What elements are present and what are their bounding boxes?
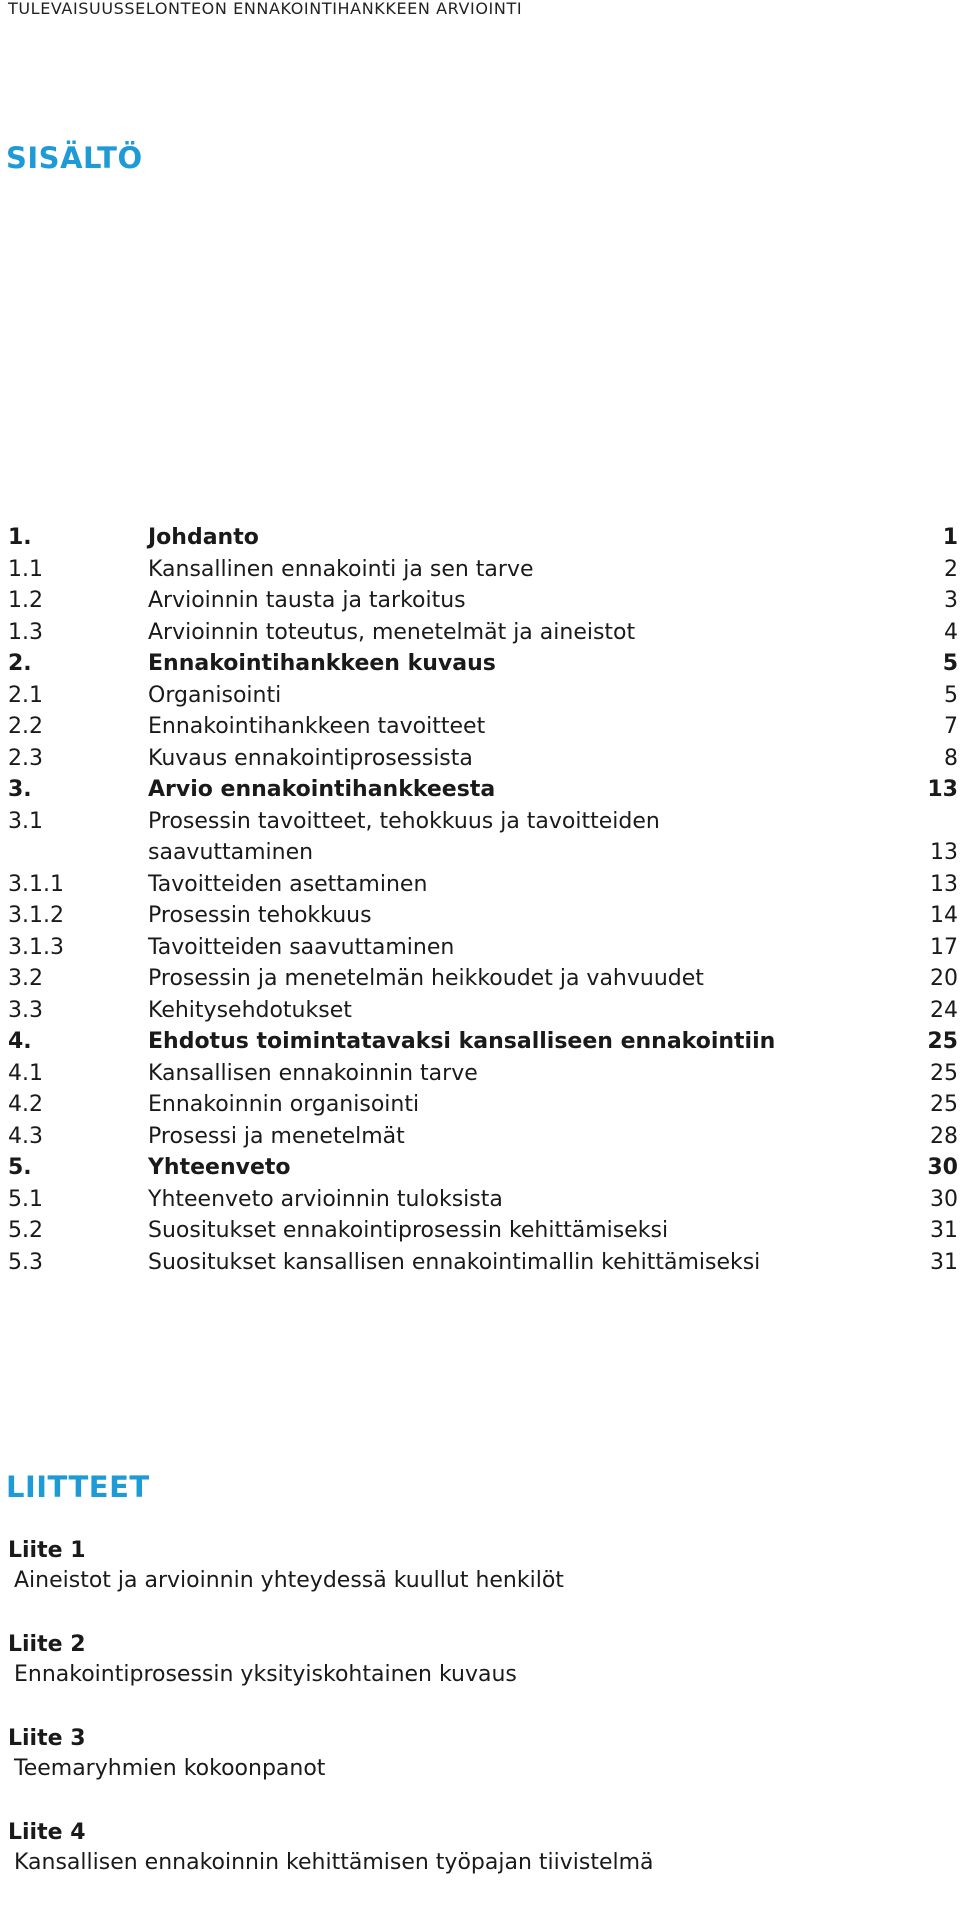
- toc-entry: [8, 1026, 958, 1058]
- toc-entry-page: 30: [927, 1155, 958, 1180]
- toc-entry: [8, 1184, 958, 1216]
- toc-entry-page: 5: [944, 682, 958, 708]
- toc-entry-number: 1.3: [8, 619, 43, 645]
- toc-entry-number: 3.1.1: [8, 871, 64, 897]
- toc-entry-number: 5.1: [8, 1186, 43, 1212]
- toc-entry-number: 1.1: [8, 556, 43, 582]
- toc-entry: [8, 648, 958, 680]
- toc-entry-title: Prosessi ja menetelmät: [148, 1123, 405, 1149]
- toc-entry-title: Suositukset ennakointiprosessin kehittämiseksi: [148, 1218, 669, 1243]
- toc-entry-title: Yhteenveto: [148, 1155, 291, 1180]
- toc-entry-page: 30: [930, 1186, 958, 1212]
- toc-entry: [8, 743, 958, 775]
- toc-entry: [8, 932, 958, 964]
- toc-entry-number: 1.2: [8, 588, 43, 613]
- toc-entry-title: Ennakointihankkeen tavoitteet: [148, 714, 486, 739]
- toc-entry-number: 3.3: [8, 997, 43, 1023]
- toc-entry-number: 3.2: [8, 966, 43, 991]
- toc-entry-title: Kansallisen ennakoinnin tarve: [148, 1060, 478, 1086]
- toc-entry: [8, 522, 958, 554]
- table-of-contents: [8, 522, 958, 1278]
- toc-entry-number: 4.1: [8, 1060, 43, 1086]
- toc-entry-number: 4.3: [8, 1123, 43, 1149]
- toc-entry-title: Arvioinnin tausta ja tarkoitus: [148, 588, 466, 613]
- toc-entry: [8, 680, 958, 712]
- toc-entry-page: 25: [927, 1029, 958, 1054]
- toc-entry-number: 4.2: [8, 1092, 43, 1117]
- attachment-item: [8, 1724, 948, 1818]
- toc-entry-page: 17: [930, 934, 958, 960]
- toc-entry-page: 13: [927, 777, 958, 802]
- toc-entry-page: 7: [944, 714, 958, 739]
- toc-entry-number: 2.3: [8, 745, 43, 771]
- toc-entry-title: Organisointi: [148, 682, 282, 708]
- toc-entry: [8, 554, 958, 586]
- toc-entry-page: 28: [930, 1123, 958, 1149]
- attachments-list: [8, 1536, 948, 1912]
- attachment-item: [8, 1818, 948, 1912]
- toc-entry-title: Arvio ennakointihankkeesta: [148, 777, 496, 802]
- toc-entry-number: 3.: [8, 777, 32, 802]
- toc-entry-title: Prosessin tavoitteet, tehokkuus ja tavoitteiden saavuttaminen: [148, 808, 660, 865]
- attachment-description: Ennakointiprosessin yksityiskohtainen kuvaus: [14, 1662, 517, 1687]
- toc-entry: [8, 963, 958, 995]
- toc-entry-title: Arvioinnin toteutus, menetelmät ja aineistot: [148, 619, 636, 645]
- toc-entry-number: 2.: [8, 651, 32, 676]
- toc-entry-number: 2.2: [8, 714, 43, 739]
- attachment-label: Liite 4: [8, 1820, 86, 1845]
- toc-entry-number: 5.2: [8, 1218, 43, 1243]
- toc-entry: [8, 1058, 958, 1090]
- toc-entry-number: 4.: [8, 1029, 32, 1054]
- toc-entry: [8, 1215, 958, 1247]
- toc-entry-number: 1.: [8, 525, 32, 550]
- toc-entry-number: 2.1: [8, 682, 43, 708]
- toc-entry: [8, 1121, 958, 1153]
- toc-entry: [8, 995, 958, 1027]
- toc-entry-page: 8: [944, 745, 958, 771]
- toc-entry-page: 1: [942, 525, 958, 550]
- toc-entry-title: Tavoitteiden saavuttaminen: [148, 934, 455, 960]
- toc-entry-title: Ehdotus toimintatavaksi kansalliseen ennakointiin: [148, 1029, 776, 1054]
- attachment-label: Liite 3: [8, 1726, 86, 1751]
- toc-entry-page: 5: [942, 651, 958, 676]
- toc-entry-title: Prosessin ja menetelmän heikkoudet ja vahvuudet: [148, 966, 704, 991]
- toc-entry-page: 24: [930, 997, 958, 1023]
- toc-entry-page: 13: [930, 840, 958, 865]
- toc-entry: [8, 585, 958, 617]
- toc-entry-page: 2: [944, 556, 958, 582]
- toc-entry-page: 4: [944, 619, 958, 645]
- attachments-heading: LIITTEET: [6, 1470, 150, 1504]
- attachment-description: Aineistot ja arvioinnin yhteydessä kuullut henkilöt: [14, 1568, 564, 1593]
- toc-entry-page: 3: [944, 588, 958, 613]
- toc-entry-page: 31: [930, 1218, 958, 1243]
- toc-entry-title: Prosessin tehokkuus: [148, 903, 372, 928]
- toc-entry-title: Ennakointihankkeen kuvaus: [148, 651, 496, 676]
- toc-entry-page: 13: [930, 871, 958, 897]
- attachment-description: Kansallisen ennakoinnin kehittämisen työpajan tiivistelmä: [14, 1850, 654, 1875]
- toc-entry-number: 3.1.3: [8, 934, 64, 960]
- toc-entry-page: 20: [930, 966, 958, 991]
- toc-entry-title: Suositukset kansallisen ennakointimallin kehittämiseksi: [148, 1249, 761, 1275]
- running-header: TULEVAISUUSSELONTEON ENNAKOINTIHANKKEEN ARVIOINTI: [8, 0, 523, 18]
- toc-entry: [8, 1247, 958, 1279]
- toc-entry: [8, 617, 958, 649]
- toc-entry-number: 5.3: [8, 1249, 43, 1275]
- toc-entry-title: Johdanto: [148, 525, 259, 550]
- toc-heading: SISÄLTÖ: [6, 141, 143, 175]
- toc-entry-number: 3.1.2: [8, 903, 64, 928]
- toc-entry: [8, 1089, 958, 1121]
- toc-entry-title: Kuvaus ennakointiprosessista: [148, 745, 473, 771]
- toc-entry-page: 25: [930, 1092, 958, 1117]
- toc-entry-title: Ennakoinnin organisointi: [148, 1092, 420, 1117]
- toc-entry-title: Tavoitteiden asettaminen: [148, 871, 428, 897]
- toc-entry-title: Yhteenveto arvioinnin tuloksista: [148, 1186, 503, 1212]
- toc-entry-page: 14: [930, 903, 958, 928]
- attachment-description: Teemaryhmien kokoonpanot: [14, 1756, 326, 1781]
- toc-entry-page: 25: [930, 1060, 958, 1086]
- toc-entry: [8, 806, 958, 869]
- toc-entry-title: Kehitysehdotukset: [148, 997, 352, 1023]
- attachment-item: [8, 1630, 948, 1724]
- toc-entry: [8, 711, 958, 743]
- attachment-label: Liite 2: [8, 1632, 86, 1657]
- toc-entry: [8, 900, 958, 932]
- toc-entry: [8, 1152, 958, 1184]
- toc-entry: [8, 869, 958, 901]
- toc-entry: [8, 774, 958, 806]
- toc-entry-title: Kansallinen ennakointi ja sen tarve: [148, 556, 534, 582]
- attachment-item: [8, 1536, 948, 1630]
- toc-entry-page: 31: [930, 1249, 958, 1275]
- toc-entry-number: 3.1: [8, 808, 43, 834]
- attachment-label: Liite 1: [8, 1538, 86, 1563]
- toc-entry-number: 5.: [8, 1155, 32, 1180]
